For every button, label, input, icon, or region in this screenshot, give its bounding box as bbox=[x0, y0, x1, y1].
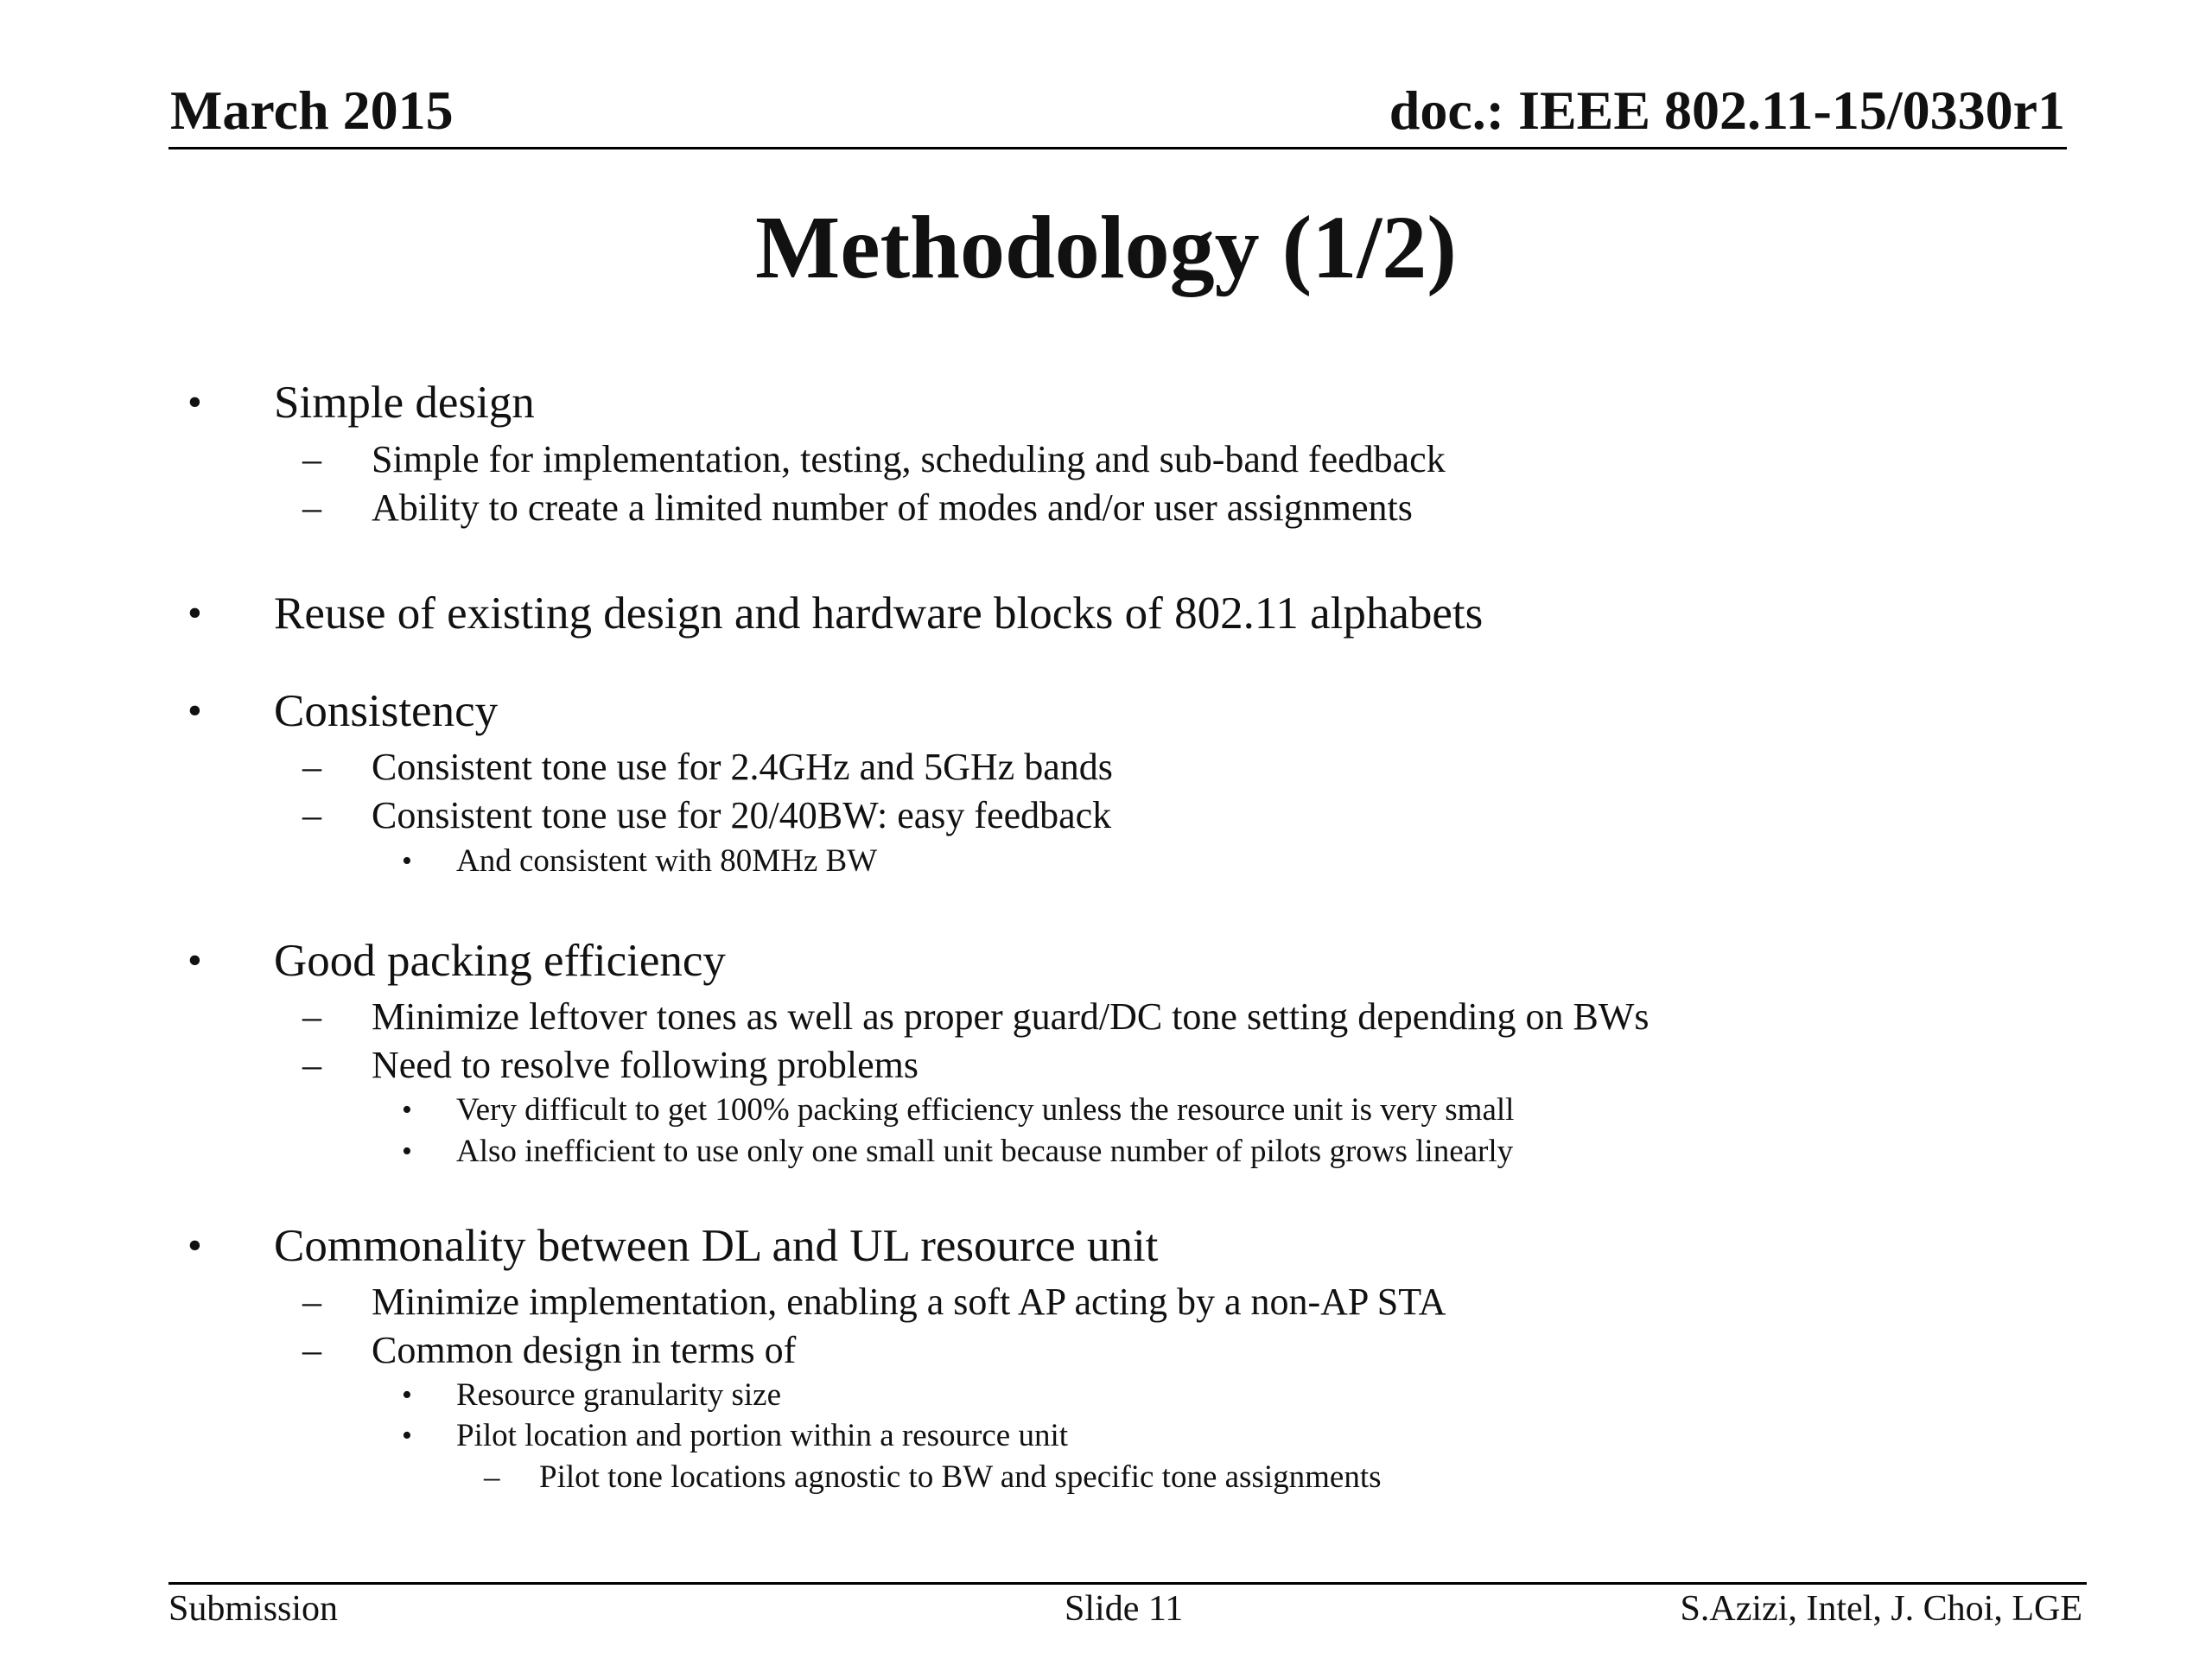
sub-sub-sub-bullet-pilot-tone: Pilot tone locations agnostic to BW and specific tone assignments bbox=[539, 1459, 1382, 1495]
bullet-marker: • bbox=[188, 938, 202, 983]
dash-marker: – bbox=[302, 486, 321, 529]
sub-sub-bullet-inefficient-small-unit: Also inefficient to use only one small unit because number of pilots grows linearly bbox=[456, 1134, 1514, 1169]
dash-marker: – bbox=[302, 1281, 321, 1323]
header-doc-id: doc.: IEEE 802.11-15/0330r1 bbox=[1389, 79, 2065, 141]
sub-sub-bullet-pilot-location: Pilot location and portion within a resource unit bbox=[456, 1418, 1069, 1453]
dash-marker: – bbox=[302, 1329, 321, 1371]
footer-slide-number: Slide 11 bbox=[1065, 1589, 1184, 1629]
dash-marker: – bbox=[302, 794, 321, 836]
dash-marker: – bbox=[302, 1044, 321, 1086]
bullet-marker: • bbox=[188, 688, 202, 734]
sub-bullet-limited-modes: Ability to create a limited number of modes and/or user assignments bbox=[372, 486, 1413, 529]
slide-title: Methodology (1/2) bbox=[755, 198, 1457, 297]
sub-bullet-consistent-bands: Consistent tone use for 2.4GHz and 5GHz bands bbox=[372, 746, 1113, 788]
sub-bullet-consistent-bw: Consistent tone use for 20/40BW: easy feedback bbox=[372, 794, 1112, 836]
sub-bullet-common-design: Common design in terms of bbox=[372, 1329, 797, 1371]
bullet-consistency: Consistency bbox=[274, 686, 499, 736]
bullet-marker: • bbox=[402, 845, 412, 877]
bullet-marker: • bbox=[188, 590, 202, 636]
bullet-marker: • bbox=[402, 1094, 412, 1126]
footer-submission: Submission bbox=[168, 1589, 339, 1629]
sub-sub-bullet-granularity: Resource granularity size bbox=[456, 1377, 782, 1413]
header-divider bbox=[168, 147, 2067, 149]
bullet-marker: • bbox=[188, 1223, 202, 1268]
sub-bullet-minimize-leftover: Minimize leftover tones as well as proper guard/DC tone setting depending on BWs bbox=[372, 995, 1649, 1038]
sub-bullet-resolve-problems: Need to resolve following problems bbox=[372, 1044, 918, 1086]
header-date: March 2015 bbox=[170, 79, 454, 141]
sub-bullet-simple-implementation: Simple for implementation, testing, scheduling and sub-band feedback bbox=[372, 438, 1446, 480]
dash-marker: – bbox=[302, 995, 321, 1038]
bullet-marker: • bbox=[402, 1135, 412, 1167]
sub-sub-bullet-80mhz: And consistent with 80MHz BW bbox=[456, 843, 878, 879]
footer-authors: S.Azizi, Intel, J. Choi, LGE bbox=[1680, 1589, 2082, 1629]
bullet-simple-design: Simple design bbox=[274, 378, 535, 428]
bullet-reuse: Reuse of existing design and hardware blocks of 802.11 alphabets bbox=[274, 588, 1484, 639]
bullet-packing-efficiency: Good packing efficiency bbox=[274, 936, 726, 986]
footer-divider bbox=[168, 1582, 2087, 1585]
bullet-marker: • bbox=[188, 379, 202, 425]
sub-bullet-minimize-implementation: Minimize implementation, enabling a soft AP acting by a non-AP STA bbox=[372, 1281, 1446, 1323]
bullet-marker: • bbox=[402, 1379, 412, 1411]
dash-marker: – bbox=[302, 438, 321, 480]
dash-marker: – bbox=[302, 746, 321, 788]
dash-marker: – bbox=[484, 1459, 500, 1495]
bullet-marker: • bbox=[402, 1420, 412, 1452]
sub-sub-bullet-difficult-100: Very difficult to get 100% packing efficiency unless the resource unit is very small bbox=[456, 1092, 1515, 1128]
bullet-commonality: Commonality between DL and UL resource unit bbox=[274, 1221, 1159, 1271]
